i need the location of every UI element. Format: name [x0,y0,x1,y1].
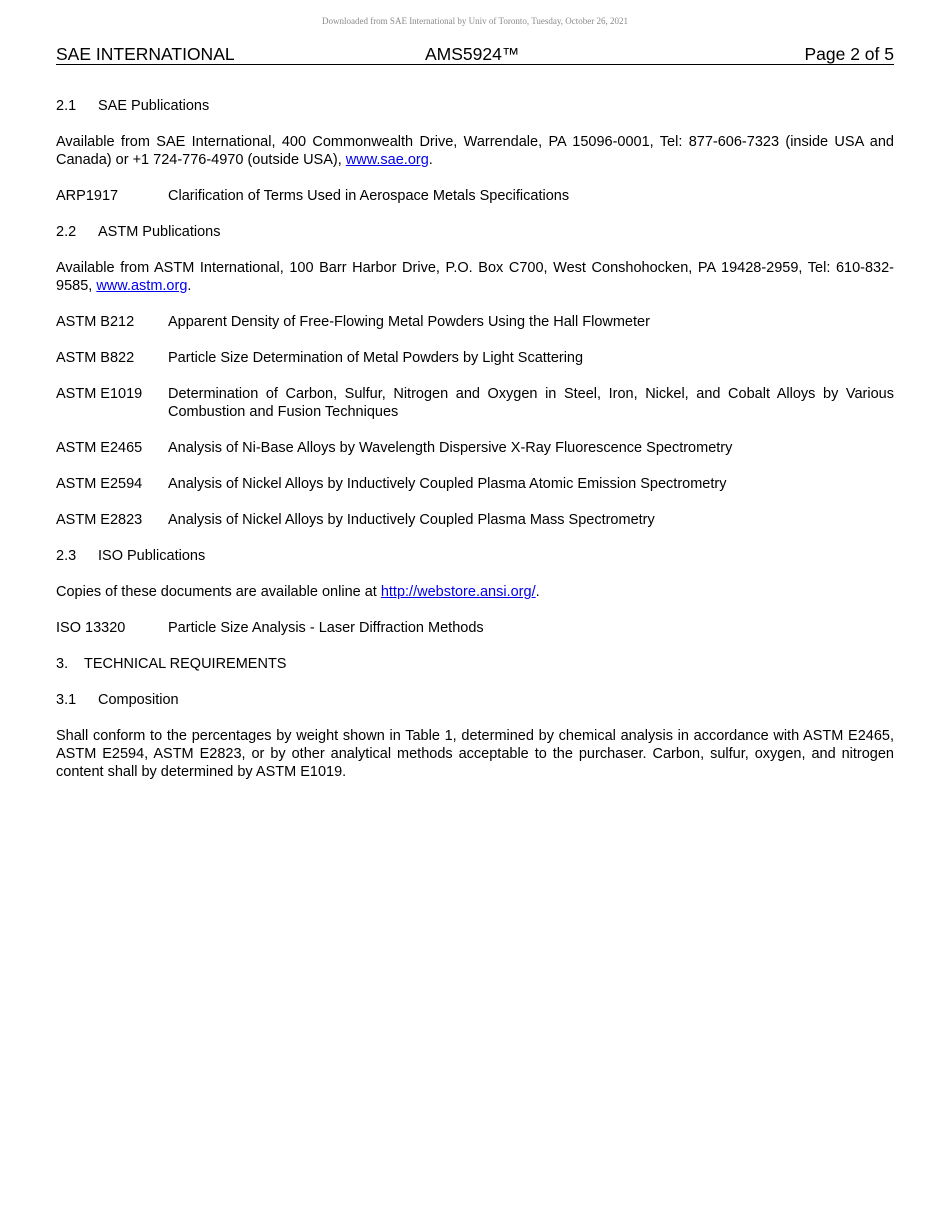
paragraph-punctuation: . [535,584,540,600]
paragraph-punctuation: . [187,278,192,294]
section-number: 2.3 [56,548,77,564]
reference-code: ARP1917 [56,188,119,204]
reference-title: Particle Size Determination of Metal Powders by Light Scattering [168,350,584,366]
reference-item [56,187,894,205]
section-number: 2.1 [56,98,77,114]
astm-website-link[interactable]: www.astm.org [96,278,188,294]
reference-title: Analysis of Ni-Base Alloys by Wavelength Dispersive X-Ray Fluorescence Spectrometry [168,440,733,456]
reference-item [56,349,894,367]
section-number: 3.1 [56,692,77,708]
paragraph-punctuation: . [428,152,433,168]
reference-title: Particle Size Analysis - Laser Diffraction Methods [168,620,484,636]
reference-code: ASTM E2465 [56,440,143,456]
section-title: TECHNICAL REQUIREMENTS [84,656,287,672]
reference-item [56,511,894,529]
reference-title: Clarification of Terms Used in Aerospace Metals Specifications [168,188,570,204]
paragraph-text: Available from ASTM International, 100 Barr Harbor Drive, P.O. Box C700, West Conshohocken, PA 19428-2959, Tel: 610-832-9585, [56,260,894,294]
reference-title: Analysis of Nickel Alloys by Inductively Coupled Plasma Atomic Emission Spectrometry [168,476,727,492]
reference-item [56,439,894,457]
document-body [56,97,894,799]
section-title: Composition [98,692,179,708]
reference-item [56,385,894,421]
reference-code: ASTM B822 [56,350,135,366]
paragraph-text: Copies of these documents are available online at [56,584,381,600]
section-heading-3-1 [56,691,894,709]
reference-title: Apparent Density of Free-Flowing Metal Powders Using the Hall Flowmeter [168,314,650,330]
reference-code: ASTM E2823 [56,512,143,528]
paragraph-text: Available from SAE International, 400 Commonwealth Drive, Warrendale, PA 15096-0001, Tel: 877-606-7323 (inside USA and Canada) or +1 724-776-4970 (outside USA), [56,134,894,168]
astm-availability-paragraph [56,259,894,295]
section-heading-2-1 [56,97,894,115]
composition-paragraph: Shall conform to the percentages by weight shown in Table 1, determined by chemical analysis in accordance with ASTM E2465, ASTM E2594, ASTM E2823, or by other analytical methods acceptable to the purchaser. Carbon, sulfur, oxygen, and nitrogen content shall by determined by ASTM E1019. [56,728,894,780]
ansi-webstore-link[interactable]: http://webstore.ansi.org/ [380,584,536,600]
section-heading-3 [56,655,894,673]
reference-item [56,619,894,637]
section-heading-2-2 [56,223,894,241]
download-watermark: Downloaded from SAE International by Univ of Toronto, Tuesday, October 26, 2021 [321,16,629,26]
reference-code: ASTM E1019 [56,386,143,402]
reference-code: ISO 13320 [56,620,126,636]
running-header [56,44,894,65]
header-document-number: AMS5924™ [425,44,520,64]
reference-item [56,313,894,331]
section-title: ASTM Publications [98,224,221,240]
sae-website-link[interactable]: www.sae.org [345,152,429,168]
reference-code: ASTM B212 [56,314,135,330]
header-page-number: Page 2 of 5 [804,44,894,64]
reference-item [56,475,894,493]
section-heading-2-3 [56,547,894,565]
section-title: SAE Publications [98,98,210,114]
reference-title: Determination of Carbon, Sulfur, Nitrogen and Oxygen in Steel, Iron, Nickel, and Cobalt Alloys by Various Combustion and Fusion Techniques [168,386,894,420]
header-organization: SAE INTERNATIONAL [56,44,235,64]
iso-availability-paragraph [56,583,894,601]
reference-code: ASTM E2594 [56,476,143,492]
reference-title: Analysis of Nickel Alloys by Inductively Coupled Plasma Mass Spectrometry [168,512,655,528]
section-number: 3. [56,656,69,672]
sae-availability-paragraph [56,133,894,169]
section-title: ISO Publications [98,548,206,564]
section-number: 2.2 [56,224,77,240]
